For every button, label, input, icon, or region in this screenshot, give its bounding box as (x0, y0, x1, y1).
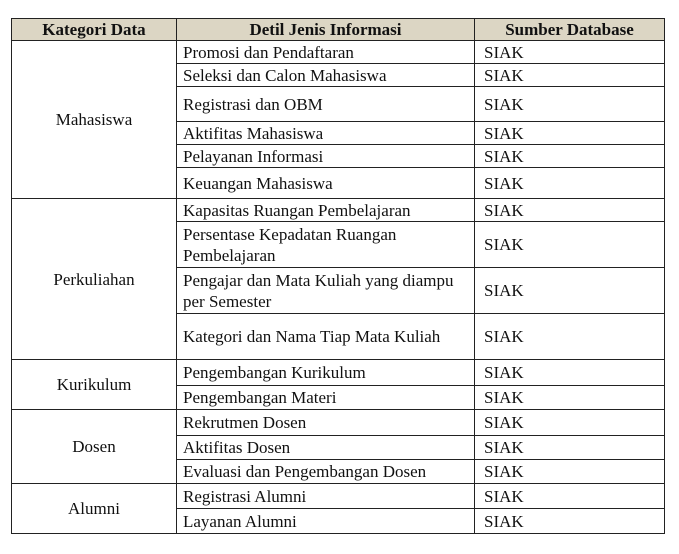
detail-cell: Evaluasi dan Pengembangan Dosen (177, 460, 475, 484)
table-row (12, 484, 665, 509)
source-cell: SIAK (475, 436, 665, 460)
detail-cell: Pengembangan Kurikulum (177, 360, 475, 386)
category-cell: Kurikulum (12, 360, 177, 410)
data-table-container (11, 18, 664, 534)
table-row (12, 199, 665, 222)
source-cell: SIAK (475, 460, 665, 484)
source-cell: SIAK (475, 199, 665, 222)
detail-cell: Aktifitas Dosen (177, 436, 475, 460)
detail-cell: Aktifitas Mahasiswa (177, 122, 475, 145)
source-cell: SIAK (475, 268, 665, 314)
category-cell: Alumni (12, 484, 177, 534)
table-row (12, 360, 665, 386)
detail-cell: Promosi dan Pendaftaran (177, 41, 475, 64)
source-cell: SIAK (475, 509, 665, 534)
source-cell: SIAK (475, 314, 665, 360)
source-cell: SIAK (475, 386, 665, 410)
header-sumber-database: Sumber Database (475, 19, 665, 41)
detail-cell: Seleksi dan Calon Mahasiswa (177, 64, 475, 87)
source-cell: SIAK (475, 122, 665, 145)
source-cell: SIAK (475, 168, 665, 199)
detail-cell: Keuangan Mahasiswa (177, 168, 475, 199)
detail-cell: Pengajar dan Mata Kuliah yang diampu per Semester (177, 268, 475, 314)
source-cell: SIAK (475, 410, 665, 436)
category-cell: Perkuliahan (12, 199, 177, 360)
category-cell: Dosen (12, 410, 177, 484)
table-body (12, 41, 665, 534)
source-cell: SIAK (475, 360, 665, 386)
category-cell: Mahasiswa (12, 41, 177, 199)
header-row (12, 19, 665, 41)
table-row (12, 410, 665, 436)
detail-cell: Registrasi dan OBM (177, 87, 475, 122)
header-detil-jenis-informasi: Detil Jenis Informasi (177, 19, 475, 41)
detail-cell: Kapasitas Ruangan Pembelajaran (177, 199, 475, 222)
header-kategori-data: Kategori Data (12, 19, 177, 41)
source-cell: SIAK (475, 64, 665, 87)
detail-cell: Kategori dan Nama Tiap Mata Kuliah (177, 314, 475, 360)
source-cell: SIAK (475, 484, 665, 509)
source-cell: SIAK (475, 145, 665, 168)
data-category-table (11, 18, 665, 534)
detail-cell: Rekrutmen Dosen (177, 410, 475, 436)
detail-cell: Registrasi Alumni (177, 484, 475, 509)
source-cell: SIAK (475, 222, 665, 268)
table-row (12, 41, 665, 64)
detail-cell: Persentase Kepadatan Ruangan Pembelajaran (177, 222, 475, 268)
detail-cell: Layanan Alumni (177, 509, 475, 534)
source-cell: SIAK (475, 41, 665, 64)
detail-cell: Pelayanan Informasi (177, 145, 475, 168)
detail-cell: Pengembangan Materi (177, 386, 475, 410)
source-cell: SIAK (475, 87, 665, 122)
